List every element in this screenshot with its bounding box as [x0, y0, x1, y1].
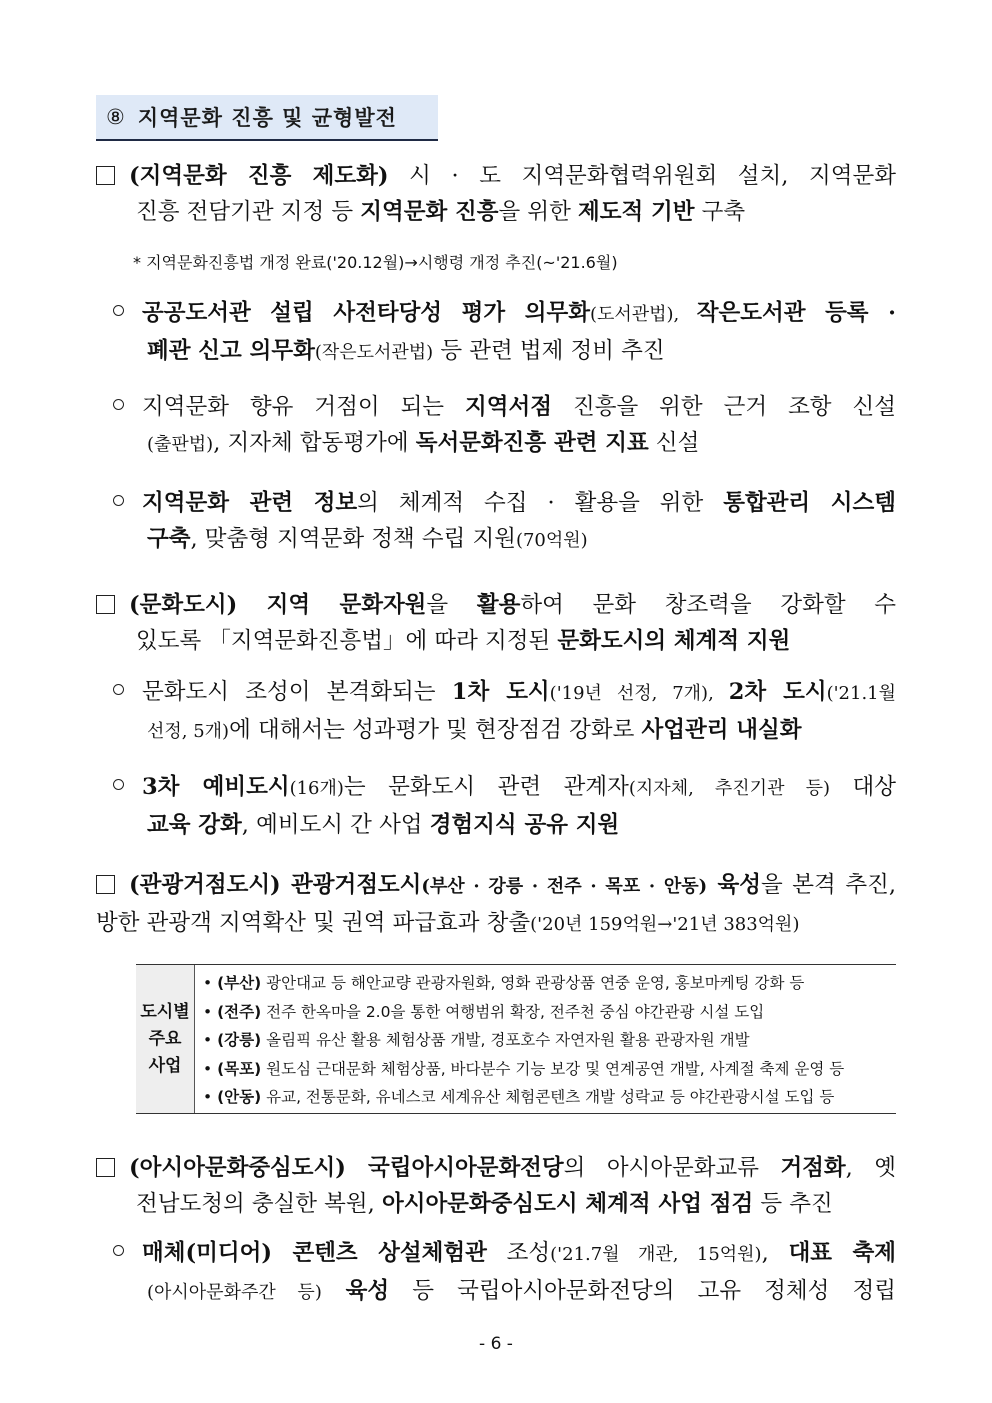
- checkbox-square-icon: [96, 166, 115, 185]
- table-header-cell: 도시별 주요 사업: [136, 965, 195, 1113]
- circle-bullet-icon: [113, 495, 124, 506]
- page-number: - 6 -: [479, 1334, 513, 1354]
- bullet-culture-city: (문화도시) 지역 문화자원을 활용하여 문화 창조력을 강화할 수 있도록 「지역문화진흥법」에 따라 지정된 문화도시의 체계적 지원: [96, 587, 896, 659]
- sub-item-preliminary-city: 3차 예비도시(16개)는 문화도시 관련 관계자(지자체, 추진기관 등) 대상 교육 강화, 예비도시 간 사업 경험지식 공유 지원: [113, 769, 896, 843]
- city-projects-table: [136, 964, 896, 1114]
- sub-item-info-system: 지역문화 관련 정보의 체계적 수집 · 활용을 위한 통합관리 시스템 구축, 맞춤형 지역문화 정책 수립 지원(70억원): [113, 485, 896, 559]
- table-row: • (안동) 유교, 전통문화, 유네스코 세계유산 체험콘텐츠 개발 성락교 등 야간관광시설 도입 등: [203, 1088, 835, 1106]
- checkbox-square-icon: [96, 595, 115, 614]
- bullet-local-culture-system: (지역문화 진흥 제도화) 시 · 도 지역문화협력위원회 설치, 지역문화 진흥 전담기관 지정 등 지역문화 진흥을 위한 제도적 기반 구축: [96, 158, 896, 230]
- sub-item-media-content: 매체(미디어) 콘텐츠 상설체험관 조성('21.7월 개관, 15억원), 대표 축제 (아시아문화주간 등) 육성 등 국립아시아문화전당의 고유 정체성 정립: [113, 1235, 896, 1311]
- bullet-asia-culture-city: (아시아문화중심도시) 국립아시아문화전당의 아시아문화교류 거점화, 옛 전남도청의 충실한 복원, 아시아문화중심도시 체계적 사업 점검 등 추진: [96, 1150, 896, 1222]
- circle-bullet-icon: [113, 399, 124, 410]
- bullet-tourism-city: (관광거점도시) 관광거점도시(부산 · 강릉 · 전주 · 목포 · 안동) 육성을 본격 추진, 방한 관광객 지역확산 및 권역 파급효과 창출('20년 159억원→'21년 383억원): [96, 872, 896, 936]
- section-title: [96, 95, 438, 141]
- circle-bullet-icon: [113, 1245, 124, 1256]
- sub-item-bookstore: 지역문화 향유 거점이 되는 지역서점 진흥을 위한 근거 조항 신설 (출판법), 지자체 합동평가에 독서문화진흥 관련 지표 신설: [113, 389, 896, 463]
- footnote: * 지역문화진흥법 개정 완료('20.12월)→시행령 개정 추진(~'21.6월): [133, 253, 618, 272]
- table-row: • (강릉) 올림픽 유산 활용 체험상품 개발, 경포호수 자연자원 활용 관광자원 개발: [203, 1031, 750, 1049]
- table-row: • (부산) 광안대교 등 해안교량 관광자원화, 영화 관광상품 연중 운영, 홍보마케팅 강화 등: [203, 974, 805, 992]
- circle-bullet-icon: [113, 305, 124, 316]
- circle-bullet-icon: [113, 779, 124, 790]
- section-title-text: 지역문화 진흥 및 균형발전: [137, 106, 397, 130]
- table-row: • (전주) 전주 한옥마을 2.0을 통한 여행범위 확장, 전주천 중심 야간관광 시설 도입: [203, 1002, 765, 1021]
- checkbox-square-icon: [96, 875, 115, 894]
- sub-item-city-evaluation: 문화도시 조성이 본격화되는 1차 도시('19년 선정, 7개), 2차 도시('21.1월 선정, 5개)에 대해서는 성과평가 및 현장점검 강화로 사업관리 내실화: [113, 674, 896, 750]
- checkbox-square-icon: [96, 1158, 115, 1177]
- circle-bullet-icon: [113, 684, 124, 695]
- sub-item-library: 공공도서관 설립 사전타당성 평가 의무화(도서관법), 작은도서관 등록 · 폐관 신고 의무화(작은도서관법) 등 관련 법제 정비 추진: [113, 295, 896, 371]
- table-row: • (목포) 원도심 근대문화 체험상품, 바다분수 기능 보강 및 연계공연 개발, 사계절 축제 운영 등: [203, 1059, 845, 1078]
- section-number: ⑧: [106, 105, 126, 129]
